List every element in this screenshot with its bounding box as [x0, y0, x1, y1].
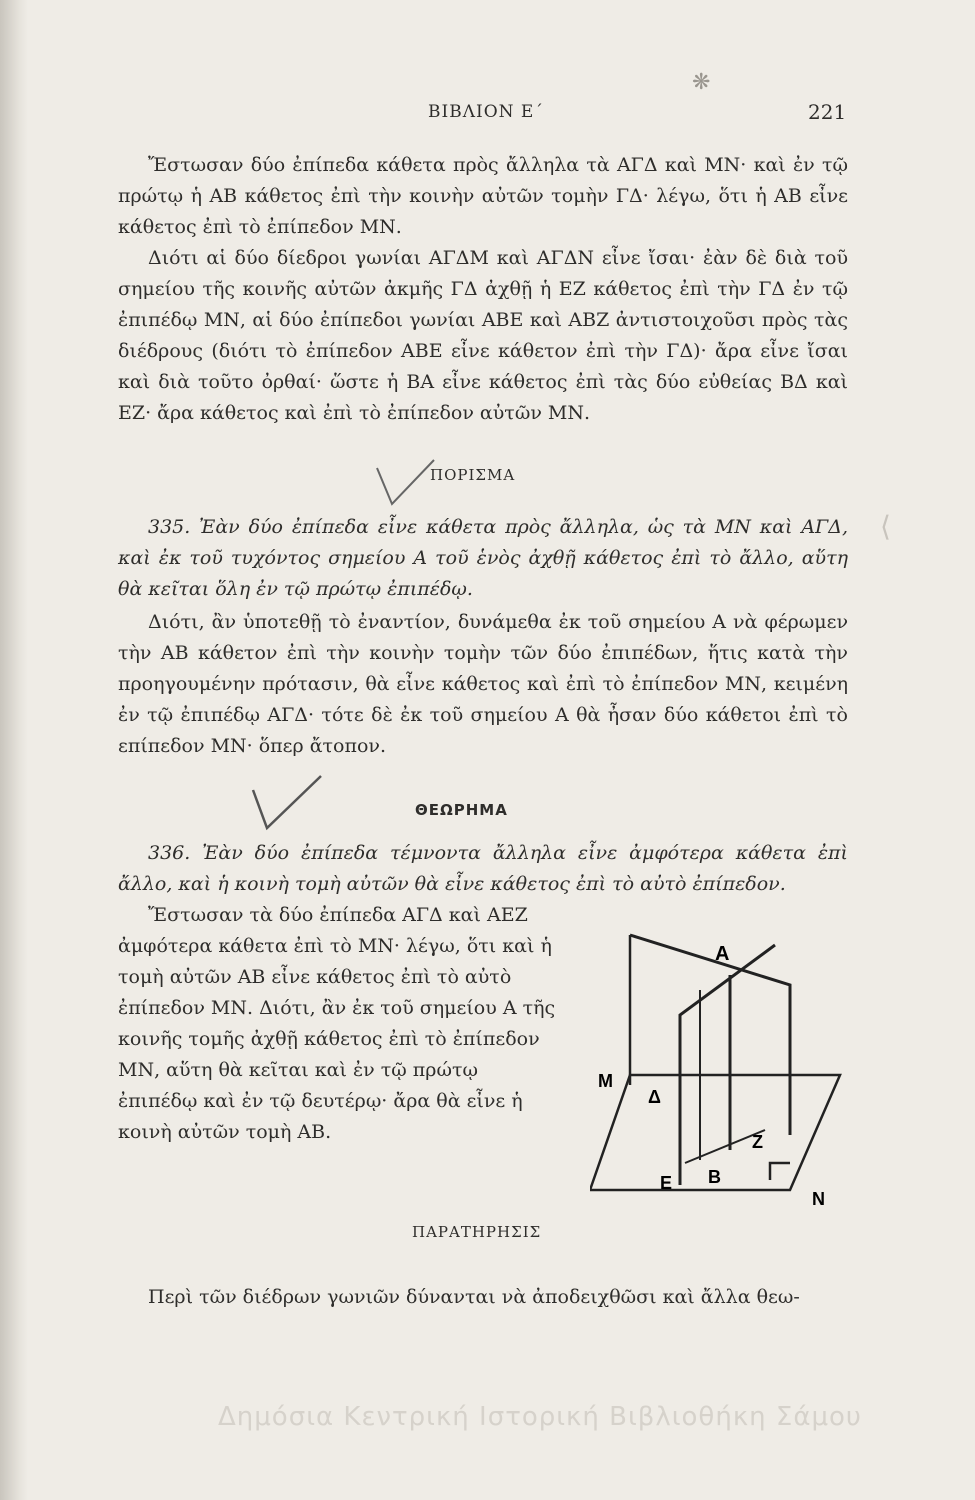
- paragraph-proof-intro: Ἔστωσαν δύο ἐπίπεδα κάθετα πρὸς ἄλληλα τὰ ΑΓΔ καὶ ΜΝ· καὶ ἐν τῷ πρώτῳ ἡ ΑΒ κάθετος ἐπὶ τὴν κοινὴν αὐτῶν τομὴν ΓΔ· λέγω, ὅτι ἡ ΑΒ εἶνε κάθετος ἐπὶ τὸ ἐπίπεδον ΜΝ.: [118, 154, 848, 238]
- handwritten-check-icon: [245, 772, 325, 832]
- page-number: 221: [808, 100, 847, 124]
- label-b: B: [708, 1167, 721, 1187]
- label-delta: Δ: [648, 1087, 661, 1107]
- paragraph-remark: Περὶ τῶν διέδρων γωνιῶν δύνανται νὰ ἀποδειχθῶσι καὶ ἄλλα θεω-: [148, 1286, 800, 1308]
- heading-paratirisis: ΠΑΡΑΤΗΡΗΣΙΣ: [412, 1223, 542, 1241]
- margin-mark-icon: ⟨: [880, 510, 891, 543]
- label-m: M: [598, 1071, 613, 1091]
- paragraph-corollary-proof: Διότι, ἂν ὑποτεθῇ τὸ ἐναντίον, δυνάμεθα ἐκ τοῦ σημείου Α νὰ φέρωμεν τὴν ΑΒ κάθετον ἐπὶ τὴν κοινὴν τομὴν τῶν δύο ἐπιπέδων, ἥτις κατὰ τὴν προηγουμένην πρότασιν, θὰ εἶνε κάθετος καὶ ἐπὶ τὸ ἐπίπεδον ΜΝ, κειμένη ἐν τῷ ἐπιπέδῳ ΑΓΔ· τότε δὲ ἐκ τοῦ σημείου Α θὰ ἦσαν δύο κάθετοι ἐπὶ τὸ επίπεδον ΜΝ· ὅπερ ἄτοπον.: [118, 611, 848, 757]
- page-header: [0, 102, 975, 132]
- figure-perpendicular-planes: [590, 905, 850, 1205]
- paragraph-theorem-proof: Ἔστωσαν τὰ δύο ἐπίπεδα ΑΓΔ καὶ ΑΕΖ ἀμφότερα κάθετα ἐπὶ τὸ ΜΝ· λέγω, ὅτι καὶ ἡ τομὴ αὐτῶν ΑΒ εἶνε κάθετος ἐπὶ τὸ αὐτὸ ἐπίπεδον ΜΝ. Διότι, ἂν ἐκ τοῦ σημείου Α τῆς κοινῆς τομῆς ἀχθῇ κάθετος ἐπὶ τὸ ἐπίπεδον ΜΝ, αὕτη θὰ κεῖται καὶ ἐν τῷ πρώτῳ ἐπιπέδῳ καὶ ἐν τῷ δευτέρῳ· ἄρα θὰ εἶνε ἡ κοινὴ αὐτῶν τομὴ ΑΒ.: [118, 904, 556, 1143]
- running-title: ΒΙΒΛΙΟΝ Ε΄: [428, 102, 544, 122]
- paragraph-corollary-335: 335. Ἐὰν δύο ἐπίπεδα εἶνε κάθετα πρὸς ἄλληλα, ὡς τὰ ΜΝ καὶ ΑΓΔ, καὶ ἐκ τοῦ τυχόντος σημείου Α τοῦ ἑνὸς ἀχθῇ κάθετος ἐπὶ τὸ ἄλλο, αὕτη θὰ κεῖται ὅλη ἐν τῷ πρώτῳ ἐπιπέδῳ.: [118, 516, 848, 600]
- paragraph-theorem-336: 336. Ἐὰν δύο ἐπίπεδα τέμνοντα ἄλληλα εἶνε ἀμφότερα κάθετα ἐπὶ ἄλλο, καὶ ἡ κοινὴ τομὴ αὐτῶν θὰ εἶνε κάθετος ἐπὶ τὸ αὐτὸ ἐπίπεδον.: [118, 842, 848, 895]
- label-n: N: [812, 1189, 825, 1205]
- right-angle-mark: [770, 1163, 790, 1180]
- label-e: E: [660, 1173, 673, 1193]
- heading-porisma: ΠΟΡΙΣΜΑ: [430, 466, 516, 484]
- label-a: A: [715, 943, 730, 965]
- heading-theorima: ΘΕΩΡΗΜΑ: [415, 801, 508, 819]
- page-binding-edge: [0, 0, 28, 1500]
- library-watermark: Δημόσια Κεντρική Ιστορική Βιβλιοθήκη Σάμου: [218, 1402, 862, 1432]
- paragraph-proof-body: Διότι αἱ δύο δίεδροι γωνίαι ΑΓΔΜ καὶ ΑΓΔΝ εἶνε ἴσαι· ἐὰν δὲ διὰ τοῦ σημείου τῆς κοινῆς αὐτῶν ἀκμῆς ΓΔ ἀχθῇ ἡ ΕΖ κάθετος ἐπὶ τὴν ΓΔ ἐν τῷ ἐπιπέδῳ ΜΝ, αἱ δύο ἐπίπεδοι γωνίαι ΑΒΕ καὶ ΑΒΖ ἀντιστοιχοῦσι πρὸς τὰς διέδρους (διότι τὸ ἐπίπεδον ΑΒΕ εἶνε κάθετον ἐπὶ τὴν ΓΔ)· ἄρα εἶνε ἴσαι καὶ διὰ τοῦτο ὀρθαί· ὥστε ἡ ΒΑ εἶνε κάθετος ἐπὶ τὰς δύο εὐθείας ΒΔ καὶ ΕΖ· ἄρα κάθετος καὶ ἐπὶ τὸ ἐπίπεδον αὐτῶν ΜΝ.: [118, 247, 848, 424]
- label-z: Z: [752, 1132, 763, 1152]
- ornament-icon: ❋: [692, 70, 711, 95]
